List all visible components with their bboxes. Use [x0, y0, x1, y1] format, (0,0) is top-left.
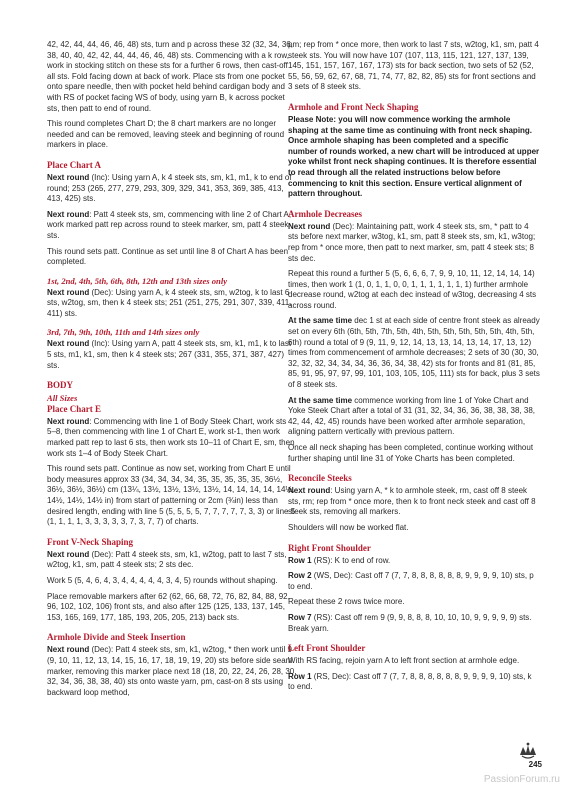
page-number: 245: [528, 760, 542, 769]
chart-d-paragraph: This round completes Chart D; the 8 chart markers are no longer needed and can be removed, leaving steek and beginning of round markers in place.: [47, 119, 285, 150]
right-intro-paragraph: pm; rep from * once more, then work to last 7 sts, w2tog, k1, sm, patt 4 steek sts. You will now have 107 (107, 113, 115, 121, 127, 137, 139, 145, 151, 157, 167, 167, 173) sts for back section, two sets of 52 (52, 55, 56, 59, 62, 67, 68, 71, 74, 77, 82, 82, 85) sts for front sections and 3 sets of 8 steek sts.: [288, 40, 539, 92]
front-v-p3: Place removable markers after 62 (62, 66, 68, 72, 76, 82, 84, 88, 92, 96, 102, 102, 106) front sts, and also after 125 (125, 133, 137, 145, 153, 165, 169, 177, 185, 193, 205, 205, 213) back sts.: [47, 591, 290, 622]
heading-left-front-shoulder: Left Front Shoulder: [288, 643, 366, 654]
armhole-dec-p5: Once all neck shaping has been completed, continue working without further shaping until line 31 of Yoke Charts has been completed.: [288, 443, 534, 463]
body-p2: This round sets patt. Continue as now set, working from Chart E until body measures approx 33 (34, 34, 34, 34, 35, 35, 35, 35, 35, 36½, 36½, 36½, 36½) cm (13¼, 13½, 13½, 13½, 13½, 14, 14, 14, 14, 14½, 14½, 14½, 14½ in) from start of patterning or 2cm (¾in) less than desired length, ending with line 5 (5, 5, 5, 5, 7, 7, 7, 7, 7, 3, 3) or line 5 (1, 1, 1, 1, 3, 3, 3, 3, 3, 7, 3, 7, 7) of charts.: [47, 464, 296, 527]
left-shoulder-row1: Row 1 (RS, Dec): Cast off 7 (7, 7, 8, 8, 8, 8, 8, 8, 9, 9, 9, 9, 10) sts, k to end.: [288, 671, 532, 692]
heading-sizes-dec: 1st, 2nd, 4th, 5th, 6th, 8th, 12th and 13th sizes only: [47, 275, 228, 286]
heading-body: BODY: [47, 380, 74, 391]
heading-place-chart-e: Place Chart E: [47, 403, 101, 414]
heading-right-front-shoulder: Right Front Shoulder: [288, 542, 371, 553]
place-chart-a-p1: Next round (Inc): Using yarn A, k 4 steek sts, sm, k1, m1, k to end of round; 253 (265, 277, 279, 293, 309, 329, 341, 353, 369, 385, 413, 413, 425) sts.: [47, 172, 292, 204]
armhole-dec-p1: Next round (Dec): Maintaining patt, work 4 steek sts, sm, * patt to 4 sts before next marker, w3tog, k1, sm, patt 8 steek sts, sm, k1, w3tog; rep from * once more, then patt to next marker, sm, patt 4 steek sts; 8 sts dec.: [288, 221, 536, 263]
right-shoulder-row1: Row 1 (RS): K to end of row.: [288, 555, 391, 565]
sizes-dec-paragraph: Next round (Dec): Using yarn A, k 4 steek sts, sm, w2tog, k to last 6 sts, w2tog, sm, then k 4 steek sts; 251 (251, 275, 291, 307, 339, 411, 411) sts.: [47, 287, 292, 318]
armhole-dec-p3: At the same time dec 1 st at each side of centre front steek as already set on every 6th (6th, 5th, 7th, 5th, 4th, 5th, 5th, 5th, 5th, 5th, 4th, 5th, 6th) round a total of 9 (9, 11, 9, 12, 14, 13, 13, 14, 13, 14, 17, 13, 12) times from commencement of armhole decreases; 2 sets of 30 (30, 30, 32, 32, 32, 34, 34, 34, 36, 36, 34, 38, 42) sts for fronts and 81 (81, 85, 85, 91, 95, 97, 97, 99, 101, 103, 105, 105, 111) sts for back, plus 3 sets of 8 steek sts.: [288, 316, 540, 390]
front-v-p2: Work 5 (5, 4, 6, 4, 3, 4, 4, 4, 4, 4, 3, 4, 5) rounds without shaping.: [47, 575, 278, 585]
place-chart-a-p3: This round sets patt. Continue as set until line 8 of Chart A has been completed.: [47, 246, 289, 267]
right-column: [288, 40, 540, 698]
right-shoulder-row7: Row 7 (RS): Cast off rem 9 (9, 9, 8, 8, 8, 10, 10, 10, 9, 9, 9, 9, 9) sts. Break yarn.: [288, 612, 532, 633]
right-shoulder-row2: Row 2 (WS, Dec): Cast off 7 (7, 7, 8, 8, 8, 8, 8, 8, 9, 9, 9, 9, 10) sts, p to end.: [288, 571, 534, 591]
front-v-p1: Next round (Dec): Patt 4 steek sts, sm, k1, w2tog, patt to last 7 sts, w2tog, k1, sm, patt 4 steek sts; 2 sts dec.: [47, 549, 287, 570]
left-column: [47, 40, 297, 703]
heading-armhole-decreases: Armhole Decreases: [288, 208, 363, 219]
left-shoulder-p1: With RS facing, rejoin yarn A to left front section at armhole edge.: [288, 656, 520, 666]
heading-front-v-neck: Front V-Neck Shaping: [47, 536, 134, 547]
place-chart-a-p2: Next round: Patt 4 steek sts, sm, commencing with line 2 of Chart A, work marked patt rep across round to steek marker, sm, patt 4 steek sts.: [47, 209, 292, 240]
sizes-inc-paragraph: Next round (Inc): Using yarn A, patt 4 steek sts, sm, k1, m1, k to last 5 sts, m1, k1, sm, then k 4 steek sts; 267 (331, 355, 371, 387, 427) sts.: [47, 339, 292, 370]
armhole-dec-p4: At the same time commence working from line 1 of Yoke Chart and Yoke Steek Chart after a total of 31 (31, 32, 34, 36, 36, 38, 38, 38, 38, 42, 44, 42, 45) rounds have been worked after armhole separation, aligning pattern vertically with previous pattern.: [288, 395, 535, 437]
armhole-dec-p2: Repeat this round a further 5 (5, 6, 6, 6, 7, 9, 9, 10, 11, 12, 14, 14, 14) times, then work 1 (1, 0, 1, 1, 0, 0, 1, 1, 1, 1, 1, 1, 1) further armhole decrease round, w2tog at each dec instead of w3tog, decreasing 4 sts across round.: [288, 269, 537, 310]
please-note-paragraph: Please Note: you will now commence working the armhole shaping at the same time as continuing with front neck shaping. Once armhole shaping has been completed and a specific number of rounds worked, a new chart will be introduced at upper yoke whilst front neck shaping continues. It is therefore essential to read through all the related instructions below before commencing to knit this section. Ensure vertical alignment of pattern throughout.: [288, 114, 540, 199]
heading-all-sizes: All Sizes: [47, 393, 78, 404]
heading-armhole-front-neck: Armhole and Front Neck Shaping: [288, 101, 419, 112]
heading-reconcile-steeks: Reconcile Steeks: [288, 473, 352, 484]
reconcile-p2: Shoulders will now be worked flat.: [288, 522, 409, 532]
heading-sizes-inc: 3rd, 7th, 9th, 10th, 11th and 14th sizes only: [47, 327, 200, 338]
body-p1: Next round: Commencing with line 1 of Body Steek Chart, work sts 5–8, then commencing with line 1 of Chart E, work st-1, then work marked patt rep to last 6 sts, then work sts 10–11 of Chart E, sm, then work sts 1–4 of Body Steek Chart.: [47, 416, 295, 458]
intro-paragraph: 42, 42, 44, 44, 46, 46, 48) sts, turn and p across these 32 (32, 34, 36, 38, 40, 40, 42, 42, 44, 44, 46, 46, 48) sts. Commencing with a k row, work in stocking stitch on these sts for a further 6 rows, then cast-off all sts. Fold facing down at back of work. Place sts from one pocket onto spare needle, then with pocket held behind cardigan body and with RS of pocket facing WS of body, using yarn B, k across pocket sts, then patt to end of round.: [47, 40, 293, 113]
right-shoulder-repeat: Repeat these 2 rows twice more.: [288, 597, 405, 607]
heading-armhole-divide: Armhole Divide and Steek Insertion: [47, 632, 186, 643]
armhole-divide-paragraph: Next round (Dec): Patt 4 steek sts, sm, k1, w2tog, * then work until 9 (9, 10, 11, 12, 13, 14, 15, 16, 17, 18, 19, 19, 20) sts before side seam marker, removing this marker place next 18 (18, 20, 22, 24, 26, 28, 30, 32, 34, 36, 38, 38, 40) sts onto waste yarn, pm, cast-on 8 sts using backward loop method,: [47, 645, 297, 697]
reconcile-p1: Next round: Using yarn A, * k to armhole steek, rm, cast off 8 steek sts, rm; rep from * once more, then k to front neck steek and cast off 8 steek sts, removing all markers.: [288, 486, 536, 517]
heading-place-chart-a: Place Chart A: [47, 159, 101, 170]
watermark: PassionForum.ru: [483, 774, 560, 785]
